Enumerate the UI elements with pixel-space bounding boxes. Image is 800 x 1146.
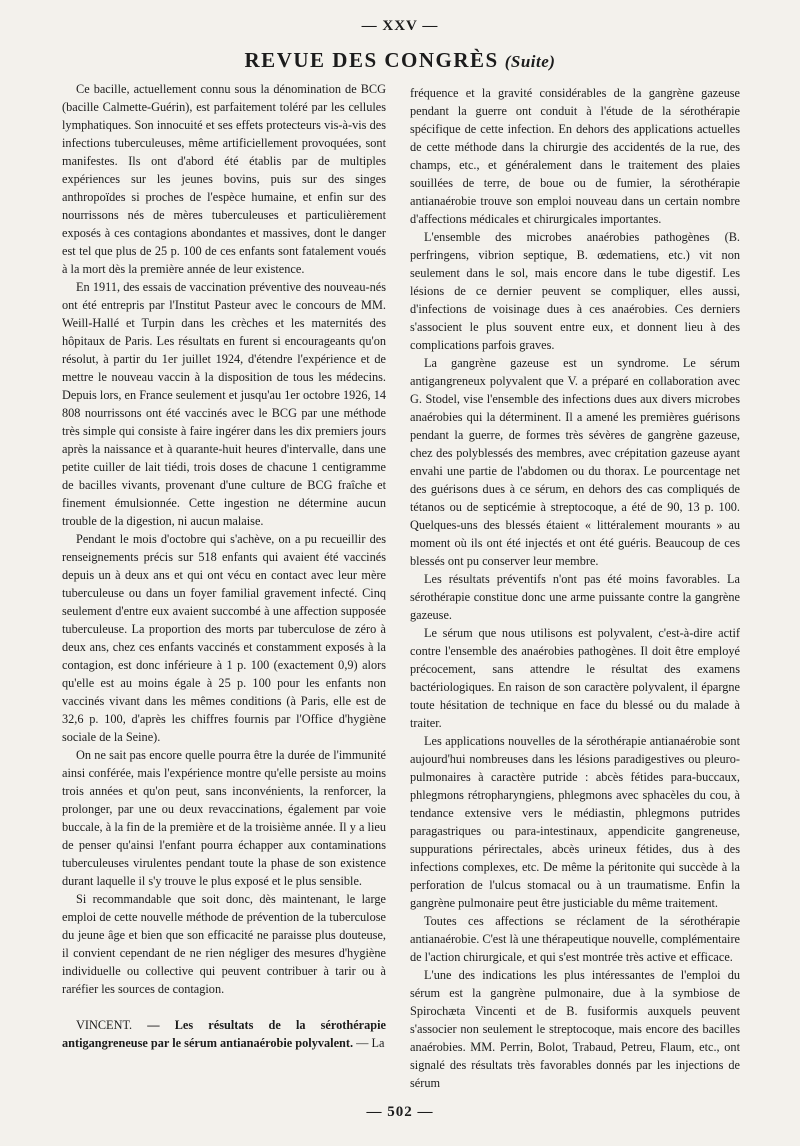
paragraph: En 1911, des essais de vaccination préventive des nouveau-nés ont été entrepris par l'Institut Pasteur avec le concours de MM. Weill-Hallé et Turpin dans les crèches et les maternités des hôpitaux de Paris. Les résultats en furent si encourageants qu'on résolut, à partir du 1er juillet 1924, d'étendre l'expérience et de mettre le nouveau vaccin à la disposition de tous les médecins. Depuis lors, en France seulement et jusqu'au 1er octobre 1926, 14 808 nourrissons ont été vaccinés avec le BCG par une méthode très simple qui consiste à faire ingérer dans les dix premiers jours après la naissance et à quarante-huit heures d'intervalle, dans une petite cuiller de lait tiédi, trois doses de chacune 1 centigramme de bacilles vivants, provenant d'une culture de BCG fraîche et finement émulsionnée. Cette ingestion ne détermine aucun trouble de la digestion, ni aucun malaise.: [62, 280, 386, 528]
section-title: [0, 48, 800, 73]
paragraph: On ne sait pas encore quelle pourra être la durée de l'immunité ainsi conférée, mais l'expérience montre qu'elle persiste au moins trois années et qu'on peut, sans inconvénients, la renforcer, la prolonger, par une ou deux revaccinations, également par voie buccale, à la fin de la première et de la troisième année. Il y a lieu de penser qu'ainsi l'enfant pourra échapper aux contaminations tuberculeuses virulentes pendant toute la phase de son existence durant laquelle il s'y trouve le plus exposé et le plus sensible.: [62, 748, 386, 888]
paragraph: Les résultats préventifs n'ont pas été moins favorables. La sérothérapie constitue donc une arme puissante contre la gangrène gazeuse.: [410, 572, 740, 622]
left-column: [62, 80, 386, 1052]
paragraph: fréquence et la gravité considérables de la gangrène gazeuse pendant la guerre ont conduit à l'étude de la sérothérapie spécifique de cette infection. En dehors des applications actuelles de cette méthode dans la chirurgie des accidentés de la rue, des champs, etc., et généralement dans le traitement des plaies souillées de terre, de boue ou de fumier, la sérothérapie antianaérobie trouve son emploi nouveau dans un certain nombre d'affections médicales et chirurgicales importantes.: [410, 86, 740, 226]
paragraph: Toutes ces affections se réclament de la sérothérapie antianaérobie. C'est là une thérapeutique nouvelle, complémentaire de l'action chirurgicale, et qui s'est montrée très active et efficace.: [410, 914, 740, 964]
paragraph: La gangrène gazeuse est un syndrome. Le sérum antigangreneux polyvalent que V. a préparé en collaboration avec G. Stodel, vise l'ensemble des infections dues aux divers microbes anaérobies qui la déterminent. Il a amené les premières guérisons pendant la guerre, de formes très sévères de gangrène gazeuse, chez des polyblessés des membres, avec crépitation gazeuse ayant envahi une partie de l'abdomen ou du thorax. Le pourcentage net des guérisons dues à ce sérum, en dehors des cas compliqués de tétanos ou de septicémie à streptocoque, a été de 90, 13 p. 100. Quelques-uns des blessés étaient « littéralement mourants » au moment où ils ont été injectés et ont été guéris. Beaucoup de ces blessés ont pu conserver leur membre.: [410, 356, 740, 568]
article-author: VINCENT.: [76, 1018, 133, 1032]
section-title-suite: (Suite): [504, 52, 556, 71]
paragraph: Les applications nouvelles de la sérothérapie antianaérobie sont aujourd'hui nombreuses dans les lésions paradigestives ou pleuro-pulmonaires à caractère putride : abcès fétides para-buccaux, phlegmons rétropharyngiens, phlegmons avec sphacèles du cou, à tendance extensive vers le médiastin, phlegmons putrides paragastriques ou para-intestinaux, appendicite gangreneuse, suppurations périrectales, abcès urineux fétides, dus à des infections complexes, etc. De même la péritonite qui succède à la perforation de l'ulcus stomacal ou à un traumatisme. Enfin la gangrène pulmonaire peut être justiciable du même traitement.: [410, 734, 740, 910]
paragraph: Pendant le mois d'octobre qui s'achève, on a pu recueillir des renseignements précis sur 518 enfants qui avaient été vaccinés depuis un à deux ans et qui ont vécu en contact avec leur mère tuberculeuse ou dans un foyer familial gravement infecté. Cinq seulement d'entre eux avaient succombé à une affection supposée tuberculeuse. La proportion des morts par tuberculose de zéro à deux ans, chez ces enfants vaccinés et constamment exposés à la contagion, est donc inférieure à 1 p. 100 (exactement 0,9) alors qu'elle est au moins égale à 25 p. 100 pour les enfants non vaccinés vivant dans les mêmes conditions (à Paris, elle est de 32,6 p. 100, d'après les chiffres fournis par l'Office d'hygiène sociale de la Seine).: [62, 532, 386, 744]
paragraph: L'ensemble des microbes anaérobies pathogènes (B. perfringens, vibrion septique, B. œdematiens, etc.) vit non seulement dans le sol, mais encore dans le tube digestif. Les lésions de ce dernier peuvent se compliquer, elles aussi, d'infections de voisinage dues à ces anaérobies. Ces derniers s'associent le plus souvent entre eux, et donnent lieu à des complications parfois graves.: [410, 230, 740, 352]
roman-page-header: — XXV —: [361, 18, 439, 34]
paragraph: L'une des indications les plus intéressantes de l'emploi du sérum est la gangrène pulmonaire, due à la symbiose de Spirochæta Vincenti et de B. fusiformis auxquels peuvent s'associer non seulement le streptocoque, mais encore des bacilles anaérobies. MM. Perrin, Bolot, Trabaud, Petreu, Flaum, etc., ont signalé des résultats très favorables donnés par les injections de sérum: [410, 968, 740, 1090]
section-title-text: REVUE DES CONGRÈS: [244, 48, 499, 72]
paragraph: Si recommandable que soit donc, dès maintenant, le large emploi de cette nouvelle méthode de prévention de la tuberculose du jeune âge et bien que son efficacité ne paraisse plus douteuse, il convient cependant de ne rien négliger des mesures d'hygiène individuelle ou collective qui peuvent contribuer à tarir ou à raréfier les sources de contagion.: [62, 892, 386, 996]
paragraph: Ce bacille, actuellement connu sous la dénomination de BCG (bacille Calmette-Guérin), est parfaitement toléré par les cellules lymphatiques. Son innocuité et ses effets protecteurs vis-à-vis des infections tuberculeuses, même artificiellement provoquées, sont manifestes. Ils ont d'abord été établis par de multiples expériences sur les jeunes bovins, puis sur des singes anthropoïdes si proches de l'espèce humaine, et enfin sur des nourrissons nés de mères tuberculeuses et particulièrement exposés à ces contagions abondantes et massives, dont le danger est tel que plus de 25 p. 100 de ces enfants sont fatalement voués à la mort dès la première année de leur existence.: [62, 82, 386, 276]
page-number: — 502 —: [366, 1104, 434, 1120]
article-lead: — La: [353, 1036, 385, 1050]
paragraph: Le sérum que nous utilisons est polyvalent, c'est-à-dire actif contre l'ensemble des anaérobies pathogènes. Il doit être employé précocement, sans attendre le résultat des examens bactériologiques. En raison de son caractère polyvalent, il épargne toute hésitation de technique en face du blessé ou du malade à traiter.: [410, 626, 740, 730]
article-title: — Les résultats de la sérothérapie antigangreneuse par le sérum antianaérobie polyvalent.: [62, 1018, 386, 1050]
right-column: [410, 84, 740, 1092]
article-heading: [62, 1016, 386, 1052]
